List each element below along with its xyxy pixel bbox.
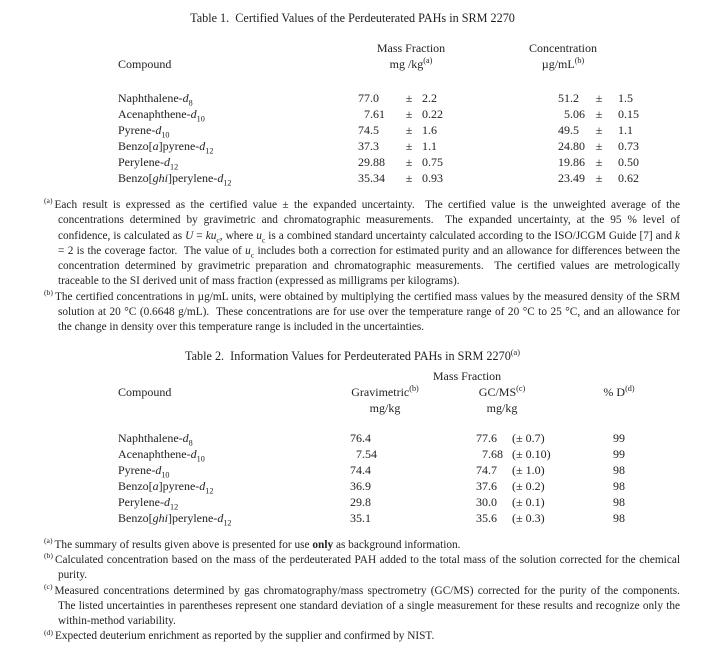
compound-name: $Benzo[ghi]perylene-d_{12}$	[118, 171, 232, 188]
footnote-text: Expected deuterium enrichment as reported by the supplier and confirmed by NIST.	[54, 630, 435, 643]
compound-name: Perylene-$d_{12}$	[118, 494, 179, 512]
table-row	[118, 478, 654, 494]
mass-fraction-uncertainty: 1.1	[422, 139, 437, 153]
table-row	[118, 90, 654, 106]
plus-minus-sign: ±	[595, 171, 603, 185]
gcms-value	[420, 462, 504, 478]
num-dec: .7	[488, 462, 497, 477]
compound-name: Pyrene-$d_{10}$	[118, 123, 170, 140]
num-int: 74	[476, 462, 488, 477]
num-int: 19	[558, 155, 570, 169]
mass-fraction-unit: mg $/kg^{(a)}$	[389, 56, 433, 71]
percent-d-value: 98	[613, 510, 625, 525]
num-int: 37	[476, 478, 488, 493]
compound-header: Compound	[118, 384, 172, 399]
concentration-value	[508, 170, 586, 186]
compound-name: $Benzo[ghi]perylene-d_{12}$	[118, 510, 232, 528]
num-dec: .9	[362, 478, 371, 493]
num-int: 7	[364, 107, 370, 121]
num-int: 35	[350, 510, 362, 525]
num-dec: .49	[570, 171, 585, 185]
concentration-uncertainty: 0.73	[618, 139, 639, 153]
table1-footnotes	[44, 196, 683, 336]
num-int: 51	[558, 91, 570, 105]
gcms-value	[420, 478, 504, 494]
gravimetric-value	[350, 430, 420, 446]
footnote	[44, 288, 683, 336]
concentration-unit: $\mu g/mL^{(b)}$	[541, 56, 585, 71]
table-row	[118, 510, 654, 526]
num-dec: .06	[570, 107, 585, 121]
table-row	[118, 446, 654, 462]
mass-fraction-uncertainty: 1.6	[422, 123, 437, 137]
plus-minus-sign: ±	[405, 139, 413, 153]
num-int: 24	[558, 139, 570, 153]
gcms-value	[420, 510, 504, 526]
gcms-value	[420, 494, 504, 510]
plus-minus-sign: ±	[595, 107, 603, 121]
table2-title: Table 2. Information Values for Perdeuterated PAHs in SRM 2270$^{(a)}$	[185, 347, 520, 363]
mass-fraction-uncertainty: 0.93	[422, 171, 443, 185]
spacer-row	[118, 416, 654, 430]
num-int: 30	[476, 494, 488, 509]
table-row	[118, 430, 654, 446]
gcms-value	[420, 430, 504, 446]
table-row	[118, 494, 654, 510]
compound-name: Pyrene-$d_{10}$	[118, 462, 170, 480]
num-int: 49	[558, 123, 570, 137]
concentration-uncertainty: 1.1	[618, 123, 633, 137]
num-int: 35	[476, 510, 488, 525]
compound-name: Acenaphthene-$d_{10}$	[118, 107, 205, 124]
num-dec: .4	[362, 430, 371, 445]
compound-name: $Benzo[a]pyrene-d_{12}$	[118, 478, 214, 496]
gcms-uncertainty: (± 0.1)	[512, 494, 545, 509]
num-int: 77	[476, 430, 488, 445]
num-dec: .80	[570, 139, 585, 153]
gcms-header: GC/MS$^{(c)}$	[478, 383, 526, 399]
mass-fraction-header: Mass Fraction	[376, 41, 446, 55]
table2-header-row-2	[118, 384, 654, 400]
table-row	[118, 462, 654, 478]
num-dec: .4	[362, 462, 371, 477]
information-values-table	[118, 368, 654, 526]
plus-minus-sign: ±	[405, 155, 413, 169]
percent-d-value: 98	[613, 462, 625, 477]
footnote	[44, 581, 686, 630]
gravimetric-unit: mg/kg	[369, 400, 401, 415]
mass-fraction-uncertainty: 0.75	[422, 155, 443, 169]
mass-fraction-value	[350, 90, 396, 106]
compound-name: $Benzo[a]pyrene-d_{12}$	[118, 139, 214, 156]
footnote-text: The certified concentrations in µg/mL units, were obtained by multiplying the certified mass values by the measured density of the SRM solution at 20 °C (0.6648 g/mL). These concentrations are for use over the temperature range of 20 °C to 25 °C, and an allowance for the change in density over this temperature range is included in the uncertainties.	[54, 290, 683, 334]
compound-name: Naphthalene-$d_8$	[118, 91, 193, 108]
footnote-marker: (a)	[44, 196, 53, 206]
table-row	[118, 122, 654, 138]
percent-d-header: % $D^{(d)}$	[603, 383, 635, 399]
num-dec: .1	[362, 510, 371, 525]
num-int: 29	[358, 155, 370, 169]
num-dec: .6	[488, 510, 497, 525]
num-dec: .61	[370, 107, 385, 121]
compound-name: Acenaphthene-$d_{10}$	[118, 446, 205, 464]
footnote	[44, 629, 680, 644]
mass-fraction-value	[350, 138, 396, 154]
num-dec: .0	[488, 494, 497, 509]
footnote	[44, 551, 683, 584]
percent-d-value: 98	[613, 494, 625, 509]
num-int: 74	[350, 462, 362, 477]
compound-name: Naphthalene-$d_8$	[118, 430, 193, 448]
mass-fraction-value	[350, 106, 396, 122]
plus-minus-sign: ±	[595, 155, 603, 169]
num-int: 76	[350, 430, 362, 445]
gravimetric-value	[350, 494, 420, 510]
num-dec: .2	[570, 91, 579, 105]
plus-minus-sign: ±	[595, 139, 603, 153]
num-dec: .68	[488, 446, 503, 461]
gravimetric-value	[350, 462, 420, 478]
num-dec: .34	[370, 171, 385, 185]
table1-title: Table 1. Certified Values of the Perdeuterated PAHs in SRM 2270	[190, 11, 515, 25]
gcms-unit: mg/kg	[486, 400, 518, 415]
concentration-value	[508, 138, 586, 154]
plus-minus-sign: ±	[595, 91, 603, 105]
footnote-text: Measured concentrations determined by gas chromatography/mass spectrometry (GC/MS) corrected for the purity of the components. The listed uncertainties in parentheses represent one standard deviation of a single measurement for these results and recognize only the within-method variability.	[54, 584, 686, 628]
plus-minus-sign: ±	[595, 123, 603, 137]
footnote-marker: (d)	[44, 627, 53, 637]
num-int: 74	[358, 123, 370, 137]
footnote-text: The summary of results given above is presented for use only as background information.	[54, 538, 461, 551]
gcms-uncertainty: (± 1.0)	[512, 462, 545, 477]
mass-fraction-uncertainty: 2.2	[422, 91, 437, 105]
plus-minus-sign: ±	[405, 91, 413, 105]
compound-name: Perylene-$d_{12}$	[118, 155, 179, 172]
gcms-uncertainty: (± 0.10)	[512, 446, 551, 461]
num-dec: .8	[362, 494, 371, 509]
gcms-uncertainty: (± 0.7)	[512, 430, 545, 445]
num-dec: .86	[570, 155, 585, 169]
mass-fraction-value	[350, 122, 396, 138]
gcms-value	[420, 446, 504, 462]
num-dec: .54	[362, 446, 377, 461]
num-int: 37	[358, 139, 370, 153]
compound-header: Compound	[118, 57, 172, 71]
gravimetric-value	[350, 478, 420, 494]
spacer-row	[118, 72, 654, 90]
plus-minus-sign: ±	[405, 107, 413, 121]
concentration-uncertainty: 0.62	[618, 171, 639, 185]
num-dec: .0	[370, 91, 379, 105]
num-dec: .5	[570, 123, 579, 137]
table2-footnotes	[44, 535, 686, 645]
footnote-marker: (b)	[44, 551, 53, 561]
percent-d-value: 99	[613, 446, 625, 461]
table1-header-row-1	[118, 40, 654, 56]
table2-header-row-3	[118, 400, 654, 416]
concentration-value	[508, 122, 586, 138]
gcms-uncertainty: (± 0.2)	[512, 478, 545, 493]
footnote-marker: (c)	[44, 581, 53, 591]
num-int: 29	[350, 494, 362, 509]
mass-fraction-value	[350, 154, 396, 170]
table-row	[118, 170, 654, 186]
num-dec: .88	[370, 155, 385, 169]
num-dec: .6	[488, 430, 497, 445]
plus-minus-sign: ±	[405, 171, 413, 185]
gravimetric-value	[350, 510, 420, 526]
num-int: 5	[564, 107, 570, 121]
table-row	[118, 138, 654, 154]
footnote	[44, 535, 680, 553]
num-int: 77	[358, 91, 370, 105]
num-dec: .6	[488, 478, 497, 493]
percent-d-value: 99	[613, 430, 625, 445]
table-row	[118, 106, 654, 122]
mass-fraction-group-header: Mass Fraction	[432, 368, 502, 383]
num-int: 36	[350, 478, 362, 493]
footnote-marker: (b)	[44, 288, 53, 298]
table-row	[118, 154, 654, 170]
footnote	[44, 196, 683, 290]
percent-d-value: 98	[613, 478, 625, 493]
gravimetric-value	[350, 446, 420, 462]
gravimetric-header: Gravimetric$^{(b)}$	[351, 383, 419, 399]
table2-header-row-1	[118, 368, 654, 384]
mass-fraction-value	[350, 170, 396, 186]
num-int: 7	[356, 446, 362, 461]
concentration-uncertainty: 0.15	[618, 107, 639, 121]
num-dec: .3	[370, 139, 379, 153]
certified-values-table	[118, 40, 654, 186]
num-dec: .5	[370, 123, 379, 137]
footnote-marker: (a)	[44, 535, 53, 545]
num-int: 7	[482, 446, 488, 461]
concentration-uncertainty: 0.50	[618, 155, 639, 169]
concentration-value	[508, 154, 586, 170]
concentration-header: Concentration	[529, 41, 597, 55]
concentration-value	[508, 106, 586, 122]
plus-minus-sign: ±	[405, 123, 413, 137]
footnote-text: Calculated concentration based on the mass of the perdeuterated PAH added to the total mass of the solution corrected for the chemical purity.	[54, 553, 683, 582]
table1-header-row-2	[118, 56, 654, 72]
footnote-text: Each result is expressed as the certified value ± the expanded uncertainty. The certified value is the unweighted average of the concentrations determined by gravimetric and chromatographic measurements. The expanded uncertainty, at the 95 % level of confidence, is calculated as $U = ku_c$, where $u_c$ is a combined standard uncertainty calculated according to the ISO/JCGM Guide [7] and k = 2 is the coverage factor. The value of $u_c$ includes both a correction for estimated purity and an allowance for differences between the concentration determined by gravimetric preparation and chromatographic measurements. The certified values are metrologically traceable to the SI derived unit of mass fraction (expressed as milligrams per kilograms).	[54, 199, 683, 288]
mass-fraction-uncertainty: 0.22	[422, 107, 443, 121]
concentration-value	[508, 90, 586, 106]
concentration-uncertainty: 1.5	[618, 91, 633, 105]
num-int: 23	[558, 171, 570, 185]
num-int: 35	[358, 171, 370, 185]
gcms-uncertainty: (± 0.3)	[512, 510, 545, 525]
